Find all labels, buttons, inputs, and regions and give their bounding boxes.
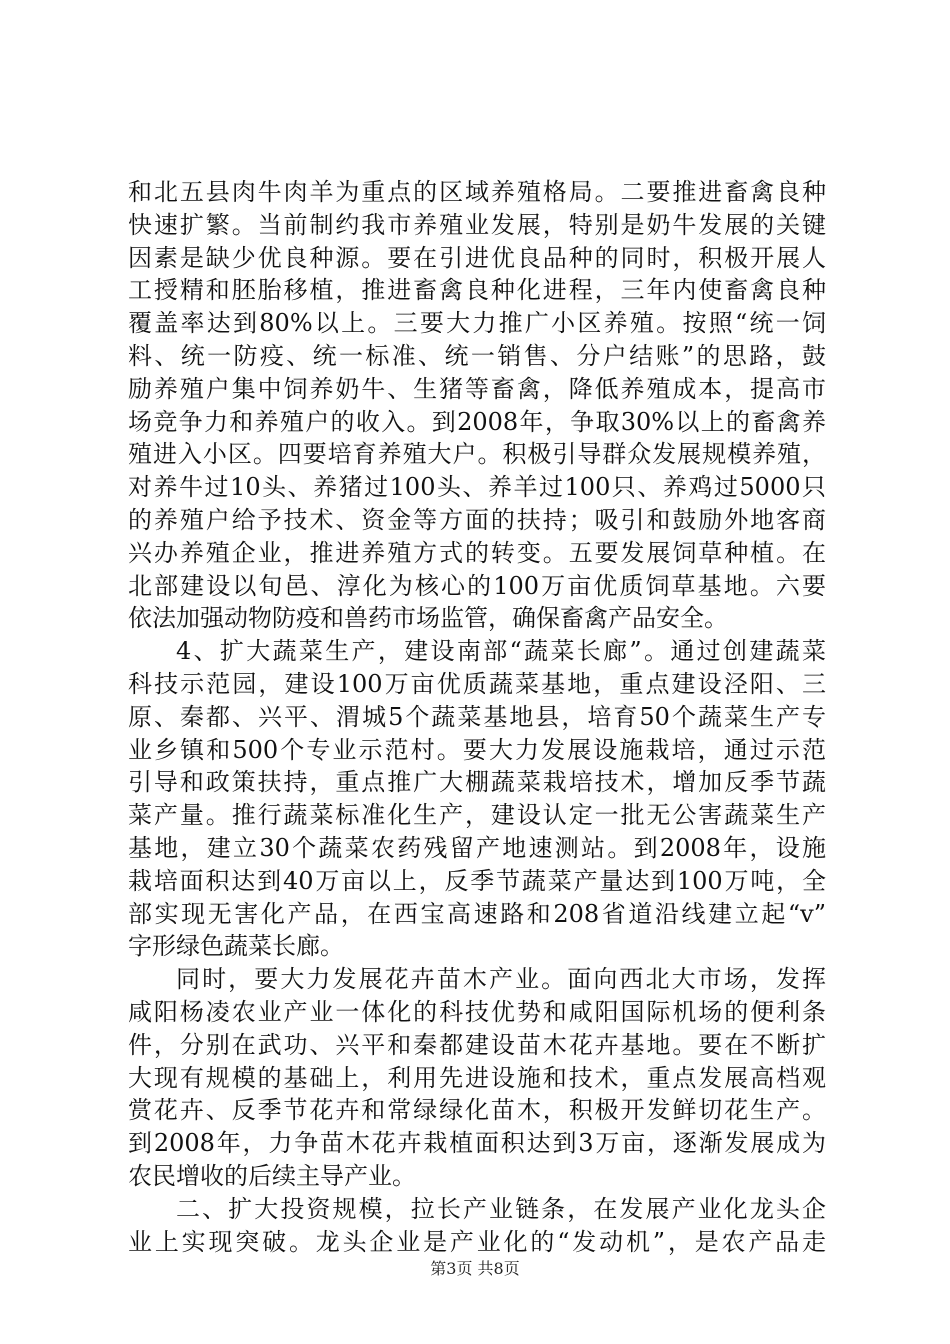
text-line: 引导和政策扶持，重点推广大棚蔬菜栽培技术，增加反季节蔬 [128,768,826,797]
text-line: 殖进入小区。四要培育养殖大户。积极引导群众发展规模养殖， [128,440,826,469]
text-line: 原、秦都、兴平、渭城5个蔬菜基地县，培育50个蔬菜生产专 [128,702,826,731]
text-line: 料、统一防疫、统一标准、统一销售、分户结账”的思路，鼓 [128,341,826,370]
text-line: 二、扩大投资规模，拉长产业链条，在发展产业化龙头企 [176,1194,826,1223]
text-line: 覆盖率达到80%以上。三要大力推广小区养殖。按照“统一饲 [128,309,826,338]
text-line: 大现有规模的基础上，利用先进设施和技术，重点发展高档观 [128,1063,826,1092]
text-line: 字形绿色蔬菜长廊。 [128,932,344,961]
text-line: 励养殖户集中饲养奶牛、生猪等畜禽，降低养殖成本，提高市 [128,374,826,403]
text-line: 栽培面积达到40万亩以上，反季节蔬菜产量达到100万吨，全 [128,866,826,895]
text-line: 同时，要大力发展花卉苗木产业。面向西北大市场，发挥 [176,965,826,994]
text-line: 件，分别在武功、兴平和秦都建设苗木花卉基地。要在不断扩 [128,1030,826,1059]
document-body [128,176,826,1258]
text-line: 4、扩大蔬菜生产，建设南部“蔬菜长廊”。通过创建蔬菜 [176,637,826,666]
text-line: 咸阳杨凌农业产业一体化的科技优势和咸阳国际机场的便利条 [128,997,826,1026]
text-line: 基地，建立30个蔬菜农药残留产地速测站。到2008年，设施 [128,833,826,862]
text-line: 部实现无害化产品，在西宝高速路和208省道沿线建立起“v” [128,899,826,928]
text-line: 对养牛过10头、养猪过100头、养羊过100只、养鸡过5000只 [128,473,826,502]
text-line: 场竞争力和养殖户的收入。到2008年，争取30%以上的畜禽养 [128,407,826,436]
paragraph [128,1193,826,1259]
text-line: 的养殖户给予技术、资金等方面的扶持；吸引和鼓励外地客商 [128,505,826,534]
text-line: 菜产量。推行蔬菜标准化生产，建设认定一批无公害蔬菜生产 [128,801,826,830]
text-line: 兴办养殖企业，推进养殖方式的转变。五要发展饲草种植。在 [128,538,826,567]
text-line: 科技示范园，建设100万亩优质蔬菜基地，重点建设泾阳、三 [128,669,826,698]
paragraph [128,963,826,1193]
text-line: 赏花卉、反季节花卉和常绿绿化苗木，积极开发鲜切花生产。 [128,1096,826,1125]
text-line: 依法加强动物防疫和兽药市场监管，确保畜禽产品安全。 [128,604,728,633]
text-line: 北部建设以旬邑、淳化为核心的100万亩优质饲草基地。六要 [128,571,826,600]
text-line: 工授精和胚胎移植，推进畜禽良种化进程，三年内使畜禽良种 [128,276,826,305]
paragraph [128,635,826,963]
text-line: 业乡镇和500个专业示范村。要大力发展设施栽培，通过示范 [128,735,826,764]
text-line: 到2008年，力争苗木花卉栽植面积达到3万亩，逐渐发展成为 [128,1129,826,1158]
text-line: 农民增收的后续主导产业。 [128,1161,416,1190]
text-line: 业上实现突破。龙头企业是产业化的“发动机”，是农产品走 [128,1227,826,1256]
text-line: 快速扩繁。当前制约我市养殖业发展，特别是奶牛发展的关键 [128,210,826,239]
text-line: 因素是缺少优良种源。要在引进优良品种的同时，积极开展人 [128,243,826,272]
page-footer: 第3页 共8页 [430,1259,520,1278]
text-line: 和北五县肉牛肉羊为重点的区域养殖格局。二要推进畜禽良种 [128,178,826,206]
paragraph [128,176,826,635]
